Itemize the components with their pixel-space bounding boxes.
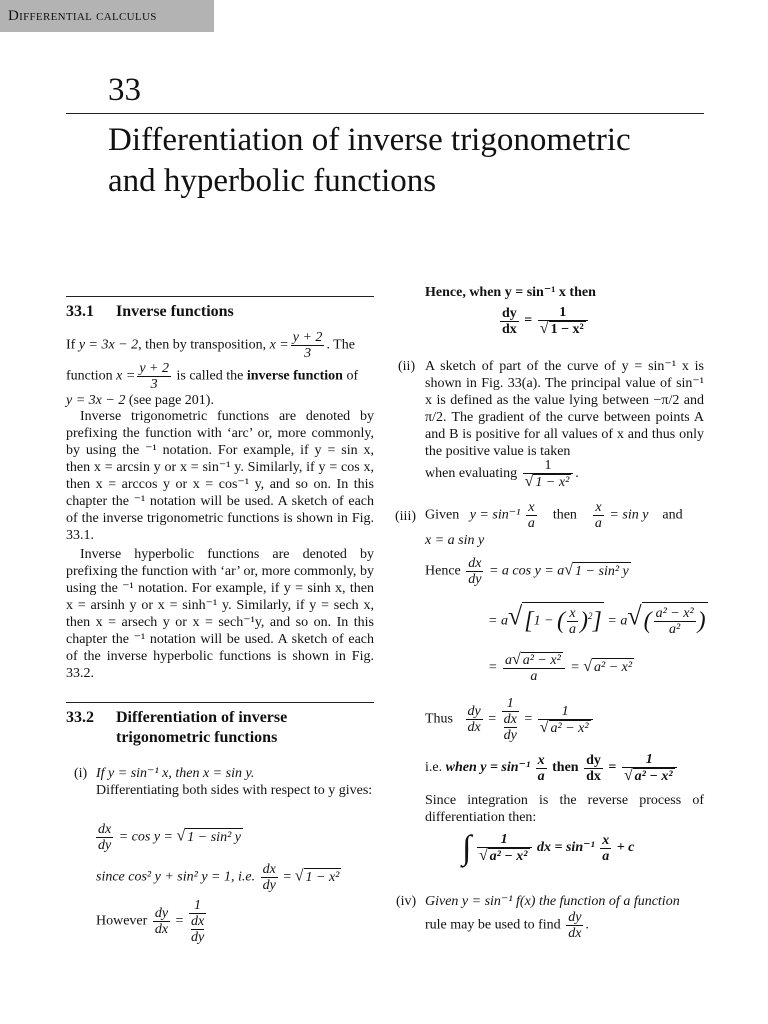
chapter-title: Differentiation of inverse trigonometric and hyperbolic functions (108, 122, 631, 199)
section1-para3: Inverse hyperbolic functions are denoted by prefixing the function with ‘ar’ or, more commonly, by using the ⁻¹ notation. For example, if y = sinh x, then x = arsinh y or x = sinh⁻¹ y. Similarly, if y = sech x, then x = arsech y or x = sech⁻¹y, and so on. In this chapter the ⁻¹ notation will be used. A sketch of each of the inverse hyperbolic functions is shown in Fig. 33.2. (66, 547, 374, 681)
section1-rule (66, 296, 374, 297)
chapter-rule (66, 113, 704, 114)
item-iv-label: (iv) (396, 894, 417, 909)
item-ii-text: A sketch of part of the curve of y = sin⁻¹ x is shown in Fig. 33(a). The principal value of sin⁻¹ x is defined as the value lying between −π/2 and π/2. The gradient of the curve between points A and B is positive for all values of x and thus only the positive value is taken (425, 359, 704, 459)
item-iv-line2: rule may be used to find $\frac{dy}{dx}$ . (425, 910, 589, 941)
item-i-eq3: However $\frac{dy}{dx}$ = 1 dx dy (96, 898, 205, 945)
chapter-number: 33 (108, 72, 141, 108)
section1-para1: If y = 3x − 2, then by transposition, x = $\frac{y + 2}{3}$ . The function x = $\frac{y + 2}{3}$ is called the inverse function of y = 3x − 2 (see page 201). (66, 330, 359, 408)
item-i-text: If y = sin⁻¹ x, then x = sin y. Differentiating both sides with respect to y gives: (96, 766, 373, 798)
item-iii-integral: ∫ $\frac{1}{\text{√ a² − x²}}$ dx = sin⁻¹ $\frac{x}{a}$ + c (462, 829, 635, 867)
header-tab: Differential calculus (0, 0, 214, 32)
item-iii-thus: Thus $\frac{dy}{dx}$ = 1 dx dy = $\frac{1}{\text{√ a² − x²}}$ (425, 696, 595, 743)
section2-heading: 33.2 Differentiation of inverse trigonometric functions (66, 709, 288, 746)
item-iii-line1: Given y = sin⁻¹ $\frac{x}{a}$ then $\frac{x}{a}$ = sin y and (425, 500, 683, 531)
hence-formula: $\frac{dy}{dx}$ = $\frac{1}{\text{√ 1 − x²}}$ (498, 305, 590, 337)
item-iii-row3: = $\frac{\text{a√ a² − x²}}{a}$ = √ a² − x² (488, 651, 633, 684)
item-iii-hence: Hence $\frac{dx}{dy}$ = a cos y = a√ 1 − sin² y (425, 556, 629, 587)
item-iii-row2: = a√[1 − ( $\frac{x}{a}$ )$^2$] = a√( $\frac{\text{a² − x²}}{\text{a²}}$ ) (488, 602, 708, 640)
item-iii-ie: i.e. when y = sin⁻¹ $\frac{x}{a}$ then $\frac{dy}{dx}$ = $\frac{1}{\text{√ a² − x²}}$ (425, 752, 679, 784)
section2-rule (66, 702, 374, 703)
item-iii-label: (iii) (395, 509, 416, 524)
item-i-label: (i) (74, 766, 88, 781)
item-i-eq2: since cos² y + sin² y = 1, i.e. $\frac{dx}{dy}$ = √ 1 − x² (96, 862, 340, 893)
hence-line: Hence, when y = sin⁻¹ x then (425, 285, 596, 300)
item-iii-line2: x = a sin y (425, 533, 485, 548)
section1-para2: Inverse trigonometric functions are denoted by prefixing the function with ‘arc’ or, more commonly, by using the ⁻¹ notation. For example, if y = sin x, then x = arcsin y or x = sin⁻¹ y. Similarly, if y = cos x, then x = arccos y or x = cos⁻¹ y, and so on. In this chapter the ⁻¹ notation will be used. A sketch of each of the inverse trigonometric functions is shown in Fig. 33.1. (66, 409, 374, 543)
item-iv-line1: Given y = sin⁻¹ f(x) the function of a function (425, 894, 680, 909)
item-iii-since: Since integration is the reverse process of differentiation then: (425, 793, 704, 825)
item-i-eq1: $\frac{dx}{dy}$ = cos y = √ 1 − sin² y (98, 822, 241, 853)
section1-heading: 33.1 Inverse functions (66, 303, 234, 320)
item-ii-when: when evaluating $\frac{1}{\text{√ 1 − x²}}$ . (425, 458, 579, 490)
item-ii-label: (ii) (398, 359, 416, 374)
